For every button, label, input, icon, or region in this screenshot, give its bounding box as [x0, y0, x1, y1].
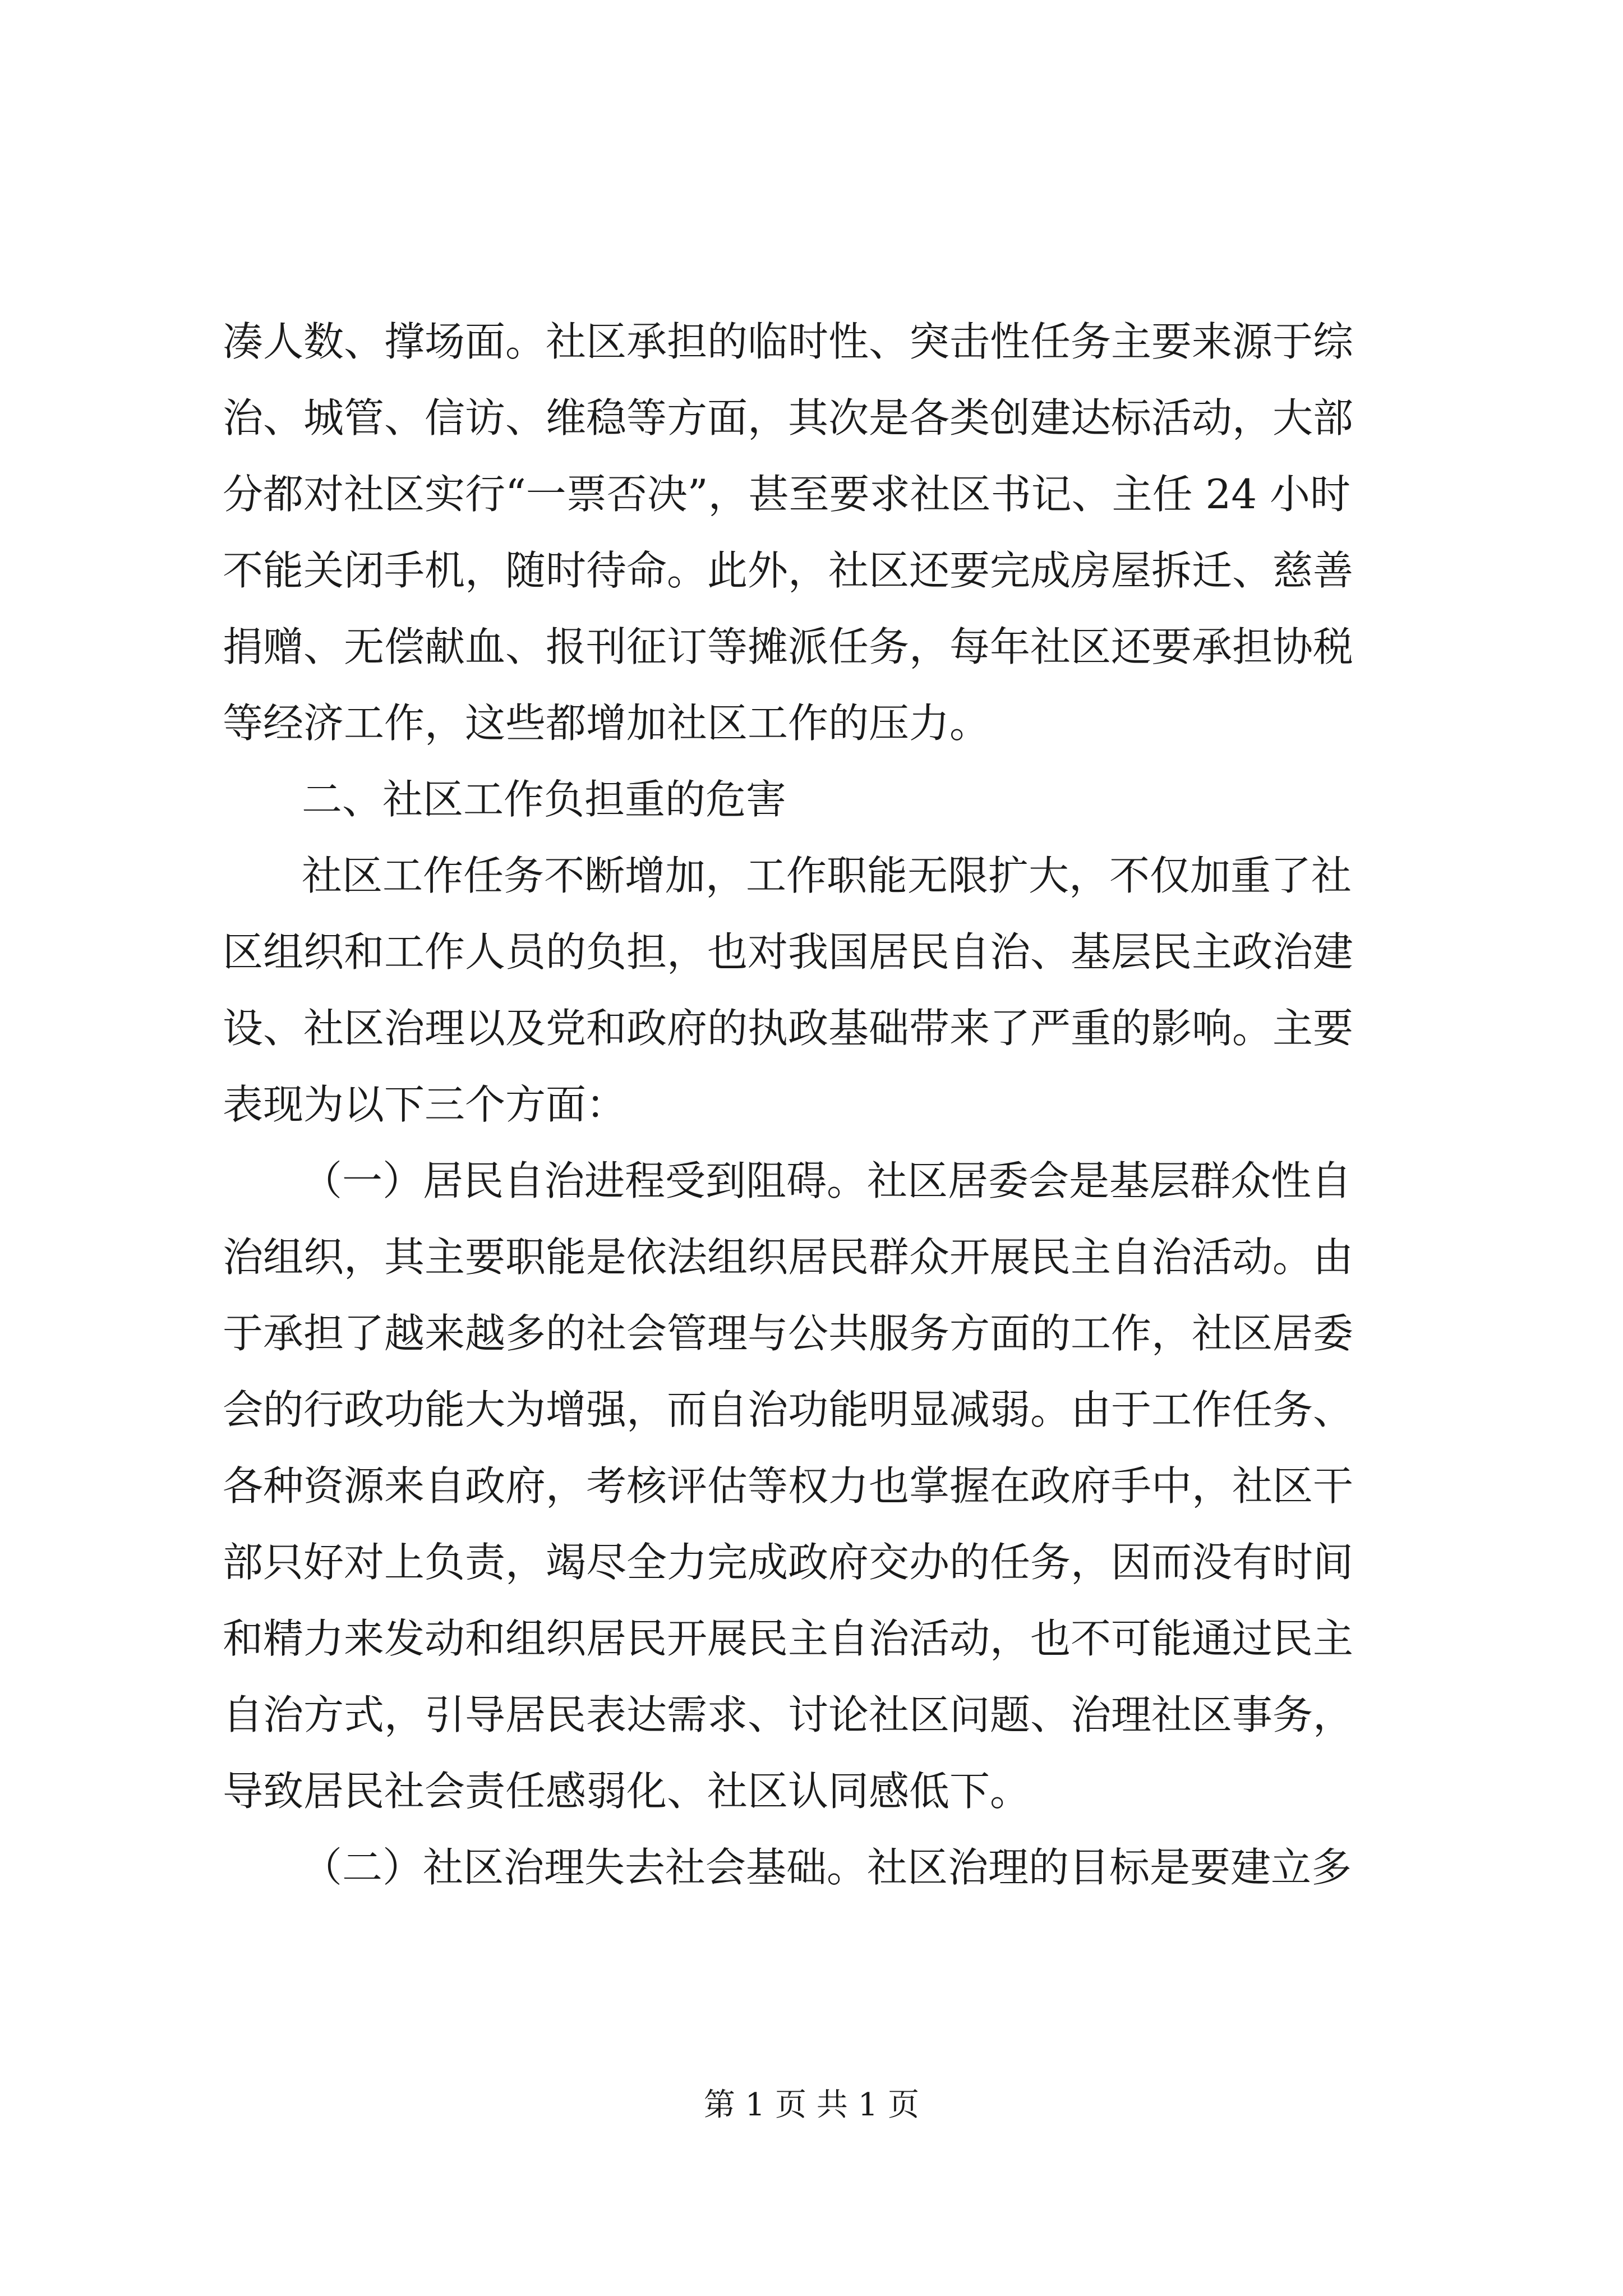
- text-line: 自治方式，引导居民表达需求、讨论社区问题、治理社区事务，: [223, 1691, 1354, 1738]
- text-line: 不能关闭手机，随时待命。此外，社区还要完成房屋拆迁、慈善: [223, 547, 1354, 594]
- section-heading: 二、社区工作负担重的危害: [302, 776, 787, 823]
- text-line: 分都对社区实行“一票否决”，甚至要求社区书记、主任 24 小时: [223, 471, 1351, 518]
- text-line: 于承担了越来越多的社会管理与公共服务方面的工作，社区居委: [223, 1310, 1354, 1357]
- text-line: 社区工作任务不断增加，工作职能无限扩大，不仅加重了社: [302, 852, 1352, 899]
- text-line: 和精力来发动和组织居民开展民主自治活动，也不可能通过民主: [223, 1615, 1354, 1662]
- text-line: 会的行政功能大为增强，而自治功能明显减弱。由于工作任务、: [223, 1386, 1354, 1433]
- text-line: 导致居民社会责任感弱化、社区认同感低下。: [223, 1768, 1031, 1815]
- page-footer: 第 1 页 共 1 页: [703, 2087, 920, 2123]
- text-line: 各种资源来自政府，考核评估等权力也掌握在政府手中，社区干: [223, 1462, 1354, 1510]
- text-line: 捐赠、无偿献血、报刊征订等摊派任务，每年社区还要承担协税: [223, 623, 1354, 670]
- text-line: （二）社区治理失去社会基础。社区治理的目标是要建立多: [302, 1844, 1352, 1891]
- text-line: 治、城管、信访、维稳等方面，其次是各类创建达标活动，大部: [223, 394, 1354, 441]
- text-line: 设、社区治理以及党和政府的执政基础带来了严重的影响。主要: [223, 1005, 1354, 1052]
- text-line: 凑人数、撑场面。社区承担的临时性、突击性任务主要来源于综: [223, 318, 1354, 365]
- text-line: 表现为以下三个方面：: [223, 1081, 627, 1128]
- text-line: 区组织和工作人员的负担，也对我国居民自治、基层民主政治建: [223, 928, 1354, 976]
- text-line: （一）居民自治进程受到阻碍。社区居委会是基层群众性自: [302, 1157, 1352, 1204]
- text-line: 等经济工作，这些都增加社区工作的压力。: [223, 700, 990, 747]
- text-line: 治组织，其主要职能是依法组织居民群众开展民主自治活动。由: [223, 1234, 1354, 1281]
- text-line: 部只好对上负责，竭尽全力完成政府交办的任务，因而没有时间: [223, 1539, 1354, 1586]
